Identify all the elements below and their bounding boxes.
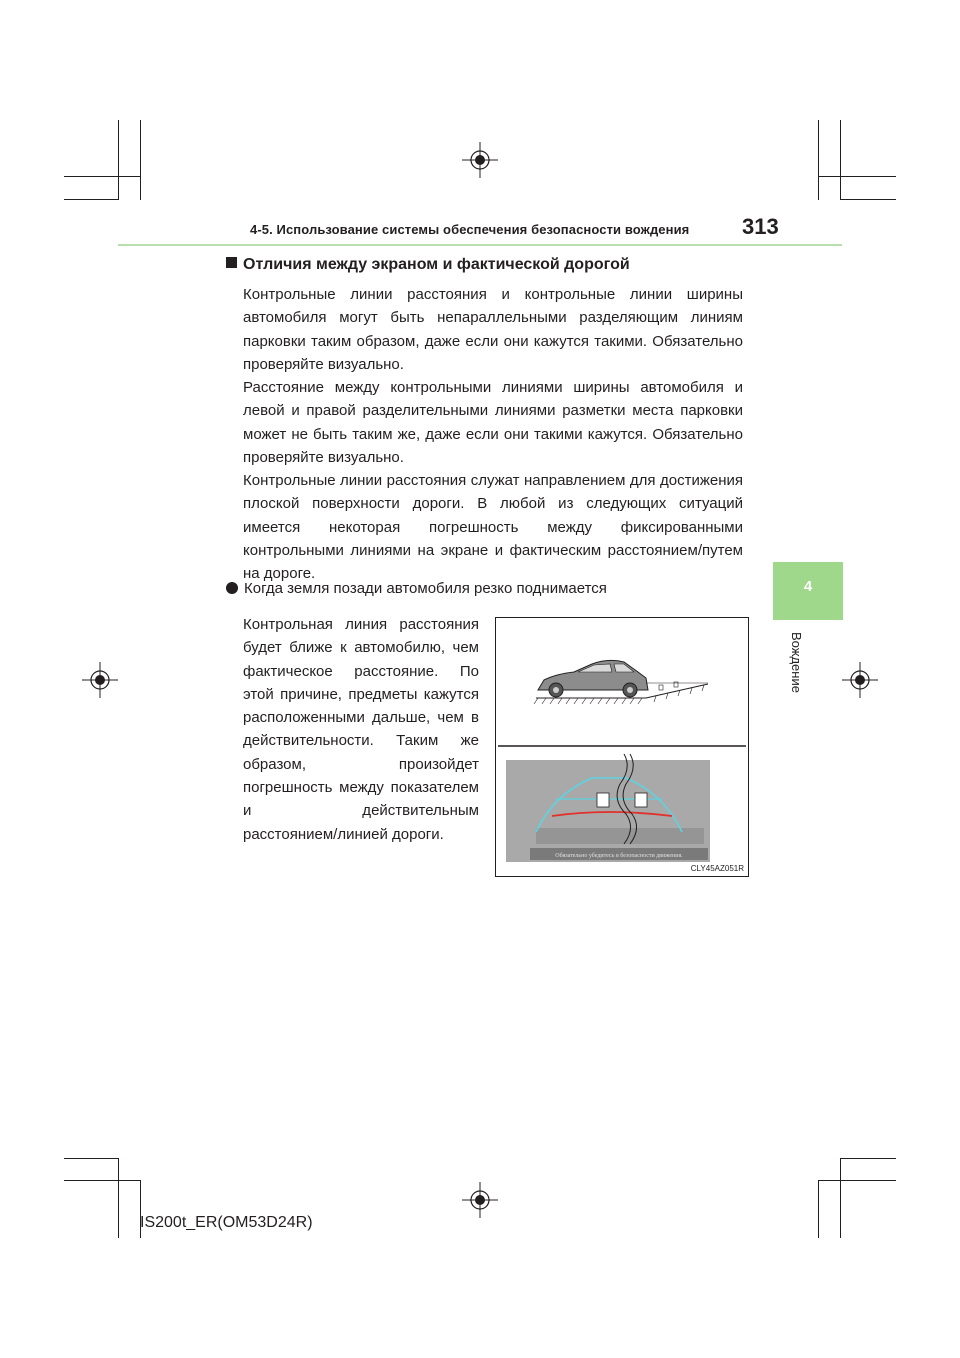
bullet-text: Когда земля позади автомобиля резко поднимается [244,580,607,597]
paragraph: Контрольные линии расстояния служат направлением для достижения плоской поверхности дороги. В любой из следующих ситуаций имеется некоторая погрешность между фиксированными контрольными линиями на экране и фактическим расстоянием/путем на дороге. [243,472,743,583]
chapter-label: Вождение [789,632,804,693]
chapter-number: 4 [803,578,813,595]
crop-mark [818,176,896,177]
figure-code: CLY45AZ051R [690,864,744,873]
bullet-description-text: Контрольная линия расстояния будет ближе к автомобилю, чем фактическое расстояние. По этой причине, предметы кажутся расположенными дальше, чем в действительности. Таким же образом, произойдет погрешность между показателем и действительным [243,616,479,820]
chapter-label-wrap [784,632,806,712]
chapter-tab [773,562,843,620]
round-bullet-icon [226,582,238,594]
bullet-item [226,580,607,597]
square-bullet-icon [226,257,237,268]
crop-mark [64,1180,140,1181]
camera-illustration [496,618,748,876]
section-heading-text: Отличия между экраном и фактической дорогой [243,256,630,273]
registration-mark-icon [462,1182,498,1218]
crop-mark [840,1158,896,1159]
crop-mark [64,199,118,200]
illustration [495,617,749,877]
crop-mark [840,199,896,200]
crop-mark [118,1158,119,1238]
paragraph: Расстояние между контрольными линиями ширины автомобиля и левой и правой разделительными линиями разметки места парковки может не быть таким же, даже если они такими кажутся. Обязательно проверяйте визуально. [243,379,743,466]
header-divider [118,244,842,246]
crop-mark [818,1180,819,1238]
crop-mark [64,176,140,177]
crop-mark [840,120,841,200]
bullet-description-last: расстоянием/линией дороги. [243,825,444,843]
crop-mark [140,120,141,200]
crop-mark [840,1158,841,1238]
page-number: 313 [742,214,779,239]
crop-mark [118,120,119,200]
registration-mark-icon [842,662,878,698]
registration-mark-icon [462,142,498,178]
registration-mark-icon [82,662,118,698]
crop-mark [818,1180,896,1181]
crop-mark [818,120,819,200]
model-code: IS200t_ER(OM53D24R) [140,1214,313,1231]
section-title: 4-5. Использование системы обеспечения безопасности вождения [250,222,690,237]
bullet-description [243,613,479,846]
car-icon [538,660,648,697]
screen-caption: Обязательно убедитесь в безопасности движения. [555,853,683,859]
section-heading [226,256,630,274]
crop-mark [64,1158,118,1159]
paragraph: Контрольные линии расстояния и контрольные линии ширины автомобиля могут быть непараллельными разделяющим линиям парковки таким образом, даже если они кажутся такими. Обязательно проверяйте визуально. [243,286,743,373]
